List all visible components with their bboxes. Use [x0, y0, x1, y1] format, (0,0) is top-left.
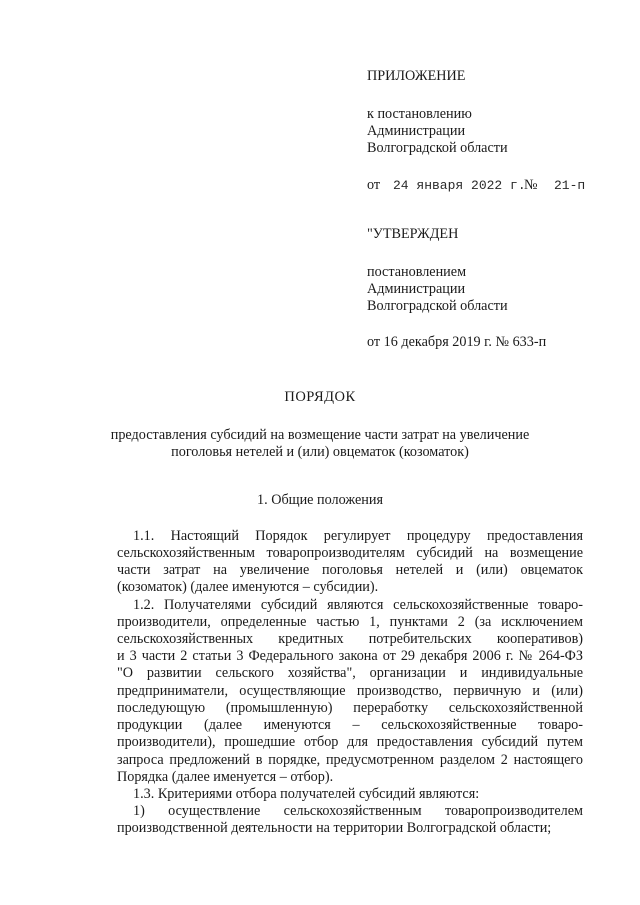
approved-date-line: от 16 декабря 2019 г. № 633-п [367, 334, 547, 350]
body-line: "О развитии сельского хозяйства", организации и индивидуальные [117, 665, 583, 681]
appendix-heading: ПРИЛОЖЕНИЕ [367, 68, 466, 84]
appendix-number-value: 21-п [554, 178, 586, 193]
body-line: производители, определенные частью 1, пунктами 2 (за исключением [117, 614, 583, 630]
body-line: 1.3. Критериями отбора получателей субсидий являются: [133, 786, 480, 802]
body-line: (козоматок) (далее именуются – субсидии). [117, 579, 379, 595]
body-line: последующую (промышленную) переработку сельскохозяйственной [117, 700, 583, 716]
approved-line-3: Волгоградской области [367, 298, 508, 314]
appendix-date-value: 24 января 2022 г. [393, 178, 526, 193]
approved-heading: "УТВЕРЖДЕН [367, 226, 459, 242]
body-line: производственной деятельности на территории Волгоградской области; [117, 820, 552, 836]
body-line: и 3 части 2 статьи 3 Федерального закона от 29 декабря 2006 г. № 264-ФЗ [117, 648, 583, 664]
appendix-number-prefix: № [524, 177, 538, 193]
document-subtitle-line-2: поголовья нетелей и (или) овцематок (козоматок) [171, 444, 469, 460]
appendix-date-prefix: от [367, 177, 381, 193]
appendix-line-2: Администрации [367, 123, 466, 139]
body-line: 1.1. Настоящий Порядок регулирует процедуру предоставления [133, 528, 583, 544]
body-line: запроса предложений в порядке, предусмотренном разделом 2 настоящего [117, 752, 583, 768]
document-title: ПОРЯДОК [284, 389, 356, 405]
body-line: Порядка (далее именуется – отбор). [117, 769, 334, 785]
section-heading: 1. Общие положения [257, 492, 383, 508]
approved-line-1: постановлением [367, 264, 467, 280]
appendix-line-1: к постановлению [367, 106, 472, 122]
body-line: 1.2. Получателями субсидий являются сельскохозяйственные товаро- [133, 597, 583, 613]
body-line: продукции (далее именуются – сельскохозяйственные товаро- [117, 717, 583, 733]
body-line: 1) осуществление сельскохозяйственным товаропроизводителем [133, 803, 583, 819]
document-subtitle-line-1: предоставления субсидий на возмещение части затрат на увеличение [110, 427, 530, 443]
body-line: сельскохозяйственным товаропроизводителям субсидий на возмещение [117, 545, 583, 561]
body-line: сельскохозяйственных кредитных потребительских кооперативов) [117, 631, 583, 647]
body-line: предприниматели, осуществляющие производство, первичную и (или) [117, 683, 583, 699]
appendix-line-3: Волгоградской области [367, 140, 508, 156]
body-line: производители), прошедшие отбор для предоставления субсидий путем [117, 734, 583, 750]
body-line: части затрат на увеличение поголовья нетелей и (или) овцематок [117, 562, 583, 578]
approved-line-2: Администрации [367, 281, 466, 297]
